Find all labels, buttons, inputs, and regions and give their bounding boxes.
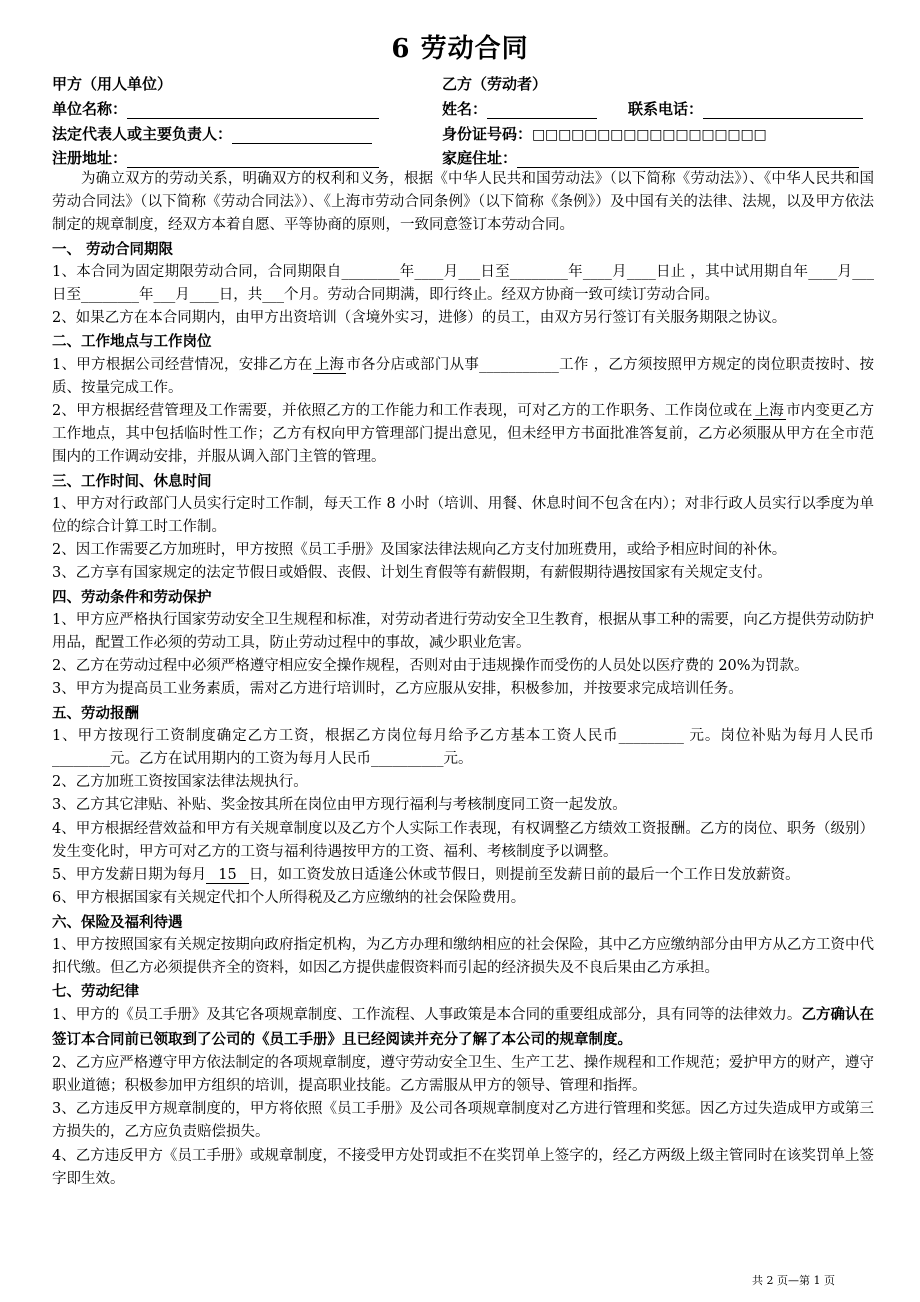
clause-2-1 xyxy=(52,354,874,400)
clause-3-1: 1、甲方对行政部门人员实行定时工作制，每天工作 8 小时（培训、用餐、休息时间不包含在内）；对非行政人员实行以季度为单位的综合计算工时工作制。 xyxy=(52,495,874,536)
legal-rep-label: 法定代表人或主要负责人： xyxy=(52,125,233,143)
unit-name-field[interactable] xyxy=(127,101,379,119)
name-row xyxy=(442,99,597,119)
id-label: 身份证号码： xyxy=(442,125,533,143)
section-heading-hours: 三、工作时间、休息时间 xyxy=(52,472,212,490)
party-b-label: 乙方（劳动者） xyxy=(442,75,548,93)
home-address-field[interactable] xyxy=(517,150,859,168)
id-number-boxes[interactable]: □□□□□□□□□□□□□□□□□□ xyxy=(532,127,767,143)
name-field[interactable] xyxy=(487,101,597,119)
legal-rep-row xyxy=(52,124,372,144)
clause-2-2-text-a: 2、甲方根据经营管理及工作需要，并依照乙方的工作能力和工作表现，可对乙方的工作职务、工作岗位或在 xyxy=(52,403,753,420)
clause-6-1: 1、甲方按照国家有关规定按期向政府指定机构，为乙方办理和缴纳相应的社会保险，其中乙方应缴纳部分由甲方从乙方工资中代扣代缴。但乙方必须提供齐全的资料，如因乙方提供虚假资料而引起的经济损失及不良后果由乙方承担。 xyxy=(52,936,874,976)
page-title: 6 劳动合同 xyxy=(391,34,529,64)
clause-7-4: 4、乙方违反甲方《员工手册》或规章制度，不接受甲方处罚或拒不在奖罚单上签字的，经乙方两级上级主管同时在该奖罚单上签字即生效。 xyxy=(52,1147,874,1187)
work-city: 上海 xyxy=(314,356,345,373)
reg-address-field[interactable] xyxy=(127,150,379,168)
clause-5-4: 4、甲方根据经营效益和甲方有关规章制度以及乙方个人实际工作表现，有权调整乙方绩效工资报酬。乙方的岗位、职务（级别）发生变化时，甲方可对乙方的工资与福利待遇按甲方的工资、福利、考核制度予以调整。 xyxy=(52,820,874,860)
unit-name-row xyxy=(52,99,379,119)
name-label: 姓名： xyxy=(442,100,488,118)
clause-5-5-text-b: 日，如工资发放日适逢公休或节假日，则提前至发薪日前的最后一个工作日发放薪资。 xyxy=(248,867,800,884)
clause-1-2: 2、如果乙方在本合同期内，由甲方出资培训（含境外实习，进修）的员工，由双方另行签订有关服务期限之协议。 xyxy=(52,310,787,327)
clause-3-2: 2、因工作需要乙方加班时，甲方按照《员工手册》及国家法律法规向乙方支付加班费用，或给予相应时间的补休。 xyxy=(52,542,787,559)
transfer-city: 上海 xyxy=(754,403,784,420)
section-heading-discipline: 七、劳动纪律 xyxy=(52,983,139,1001)
contract-body xyxy=(52,168,874,1191)
clause-3-3: 3、乙方享有国家规定的法定节假日或婚假、丧假、计划生育假等有薪假期，有薪假期待遇按国家有关规定支付。 xyxy=(52,565,772,582)
party-a-label: 甲方（用人单位） xyxy=(52,75,173,93)
intro-paragraph: 为确立双方的劳动关系，明确双方的权利和义务，根据《中华人民共和国劳动法》（以下简称《劳动法》）、《中华人民共和国劳动合同法》（以下简称《劳动合同法》）、《上海市劳动合同条例》（以下简称《条例》）及中国有关的法律、法规，以及甲方依法制定的规章制度，经双方本着自愿、平等协商的原则，一致同意签订本劳动合同。 xyxy=(52,171,874,234)
clause-4-3: 3、甲方为提高员工业务素质，需对乙方进行培训时，乙方应服从安排，积极参加，并按要求完成培训任务。 xyxy=(52,681,743,698)
phone-field[interactable] xyxy=(703,101,863,119)
home-address-row xyxy=(442,148,859,168)
clause-7-1 xyxy=(52,1003,874,1051)
id-row xyxy=(442,124,767,145)
clause-5-2: 2、乙方加班工资按国家法律法规执行。 xyxy=(52,774,308,791)
clause-4-2: 2、乙方在劳动过程中必须严格遵守相应安全操作规程，否则对由于违规操作而受伤的人员处以医疗费的 20%为罚款。 xyxy=(52,658,809,675)
unit-name-label: 单位名称： xyxy=(52,100,128,118)
clause-4-1: 1、甲方应严格执行国家劳动安全卫生规程和标准，对劳动者进行劳动安全卫生教育，根据从事工种的需要，向乙方提供劳动防护用品，配置工作必须的劳动工具，防止劳动过程中的事故，减少职业危害。 xyxy=(52,611,874,652)
reg-address-label: 注册地址： xyxy=(52,149,128,167)
phone-label: 联系电话： xyxy=(628,100,704,118)
section-heading-workplace: 二、工作地点与工作岗位 xyxy=(52,333,212,351)
clause-5-5 xyxy=(52,864,874,887)
clause-2-1-text-b: 市各分店或部门从事___________工作 ，乙方须按照甲方规定的岗位职责按时、按质、按量完成工作。 xyxy=(52,356,874,396)
payday: 15 xyxy=(206,867,248,884)
clause-5-1: 1、甲方按现行工资制度确定乙方工资，根据乙方岗位每月给予乙方基本工资人民币_________ 元。岗位补贴为每月人民币________元。乙方在试用期内的工资为每月人民币__________元。 xyxy=(52,727,874,768)
section-heading-insurance: 六、保险及福利待遇 xyxy=(52,913,183,931)
reg-address-row xyxy=(52,148,379,168)
clause-7-1-text-a: 1、甲方的《员工手册》及其它各项规章制度、工作流程、人事政策是本合同的重要组成部分，具有同等的法律效力。 xyxy=(52,1007,802,1024)
clause-2-1-text-a: 1、甲方根据公司经营情况，安排乙方在 xyxy=(52,356,313,373)
clause-7-3: 3、乙方违反甲方规章制度的，甲方将依照《员工手册》及公司各项规章制度对乙方进行管理和奖惩。因乙方过失造成甲方或第三方损失的，乙方应负责赔偿损失。 xyxy=(52,1101,874,1141)
phone-row xyxy=(628,99,863,119)
clause-1-1: 1、本合同为固定期限劳动合同，合同期限自________年____月___日至________年____月____日止 ，其中试用期自年____月___日至________年___月____日，共___个月。劳动合同期满，即行终止。经双方协商一致可续订劳动合同。 xyxy=(52,263,874,304)
clause-5-3: 3、乙方其它津贴、补贴、奖金按其所在岗位由甲方现行福利与考核制度同工资一起发放。 xyxy=(52,797,627,814)
home-address-label: 家庭住址： xyxy=(442,149,518,167)
clause-5-5-text-a: 5、甲方发薪日期为每月 xyxy=(52,867,207,884)
clause-5-6: 6、甲方根据国家有关规定代扣个人所得税及乙方应缴纳的社会保险费用。 xyxy=(52,890,526,907)
legal-rep-field[interactable] xyxy=(232,126,372,144)
clause-2-2 xyxy=(52,400,874,470)
clause-7-1-confirmation: 乙方确认在签订本合同前已领取到了公司的《员工手册》且已经阅读并充分了解了本公司的规章制度。 xyxy=(52,1006,874,1048)
section-heading-pay: 五、劳动报酬 xyxy=(52,704,139,722)
clause-2-2-text-b: 市内变更乙方工作地点，其中包括临时性工作；乙方有权向甲方管理部门提出意见，但未经甲方书面批准答复前，乙方必须服从甲方在全市范围内的工作调动安排，并服从调入部门主管的管理。 xyxy=(52,403,875,466)
section-heading-term: 一、 劳动合同期限 xyxy=(52,240,174,258)
clause-7-2: 2、乙方应严格遵守甲方依法制定的各项规章制度，遵守劳动安全卫生、生产工艺、操作规程和工作规范；爱护甲方的财产，遵守职业道德；积极参加甲方组织的培训，提高职业技能。乙方需服从甲方的领导、管理和指挥。 xyxy=(52,1054,874,1094)
section-heading-conditions: 四、劳动条件和劳动保护 xyxy=(52,588,212,606)
page-number: 共 2 页—第 1 页 xyxy=(752,1274,835,1287)
